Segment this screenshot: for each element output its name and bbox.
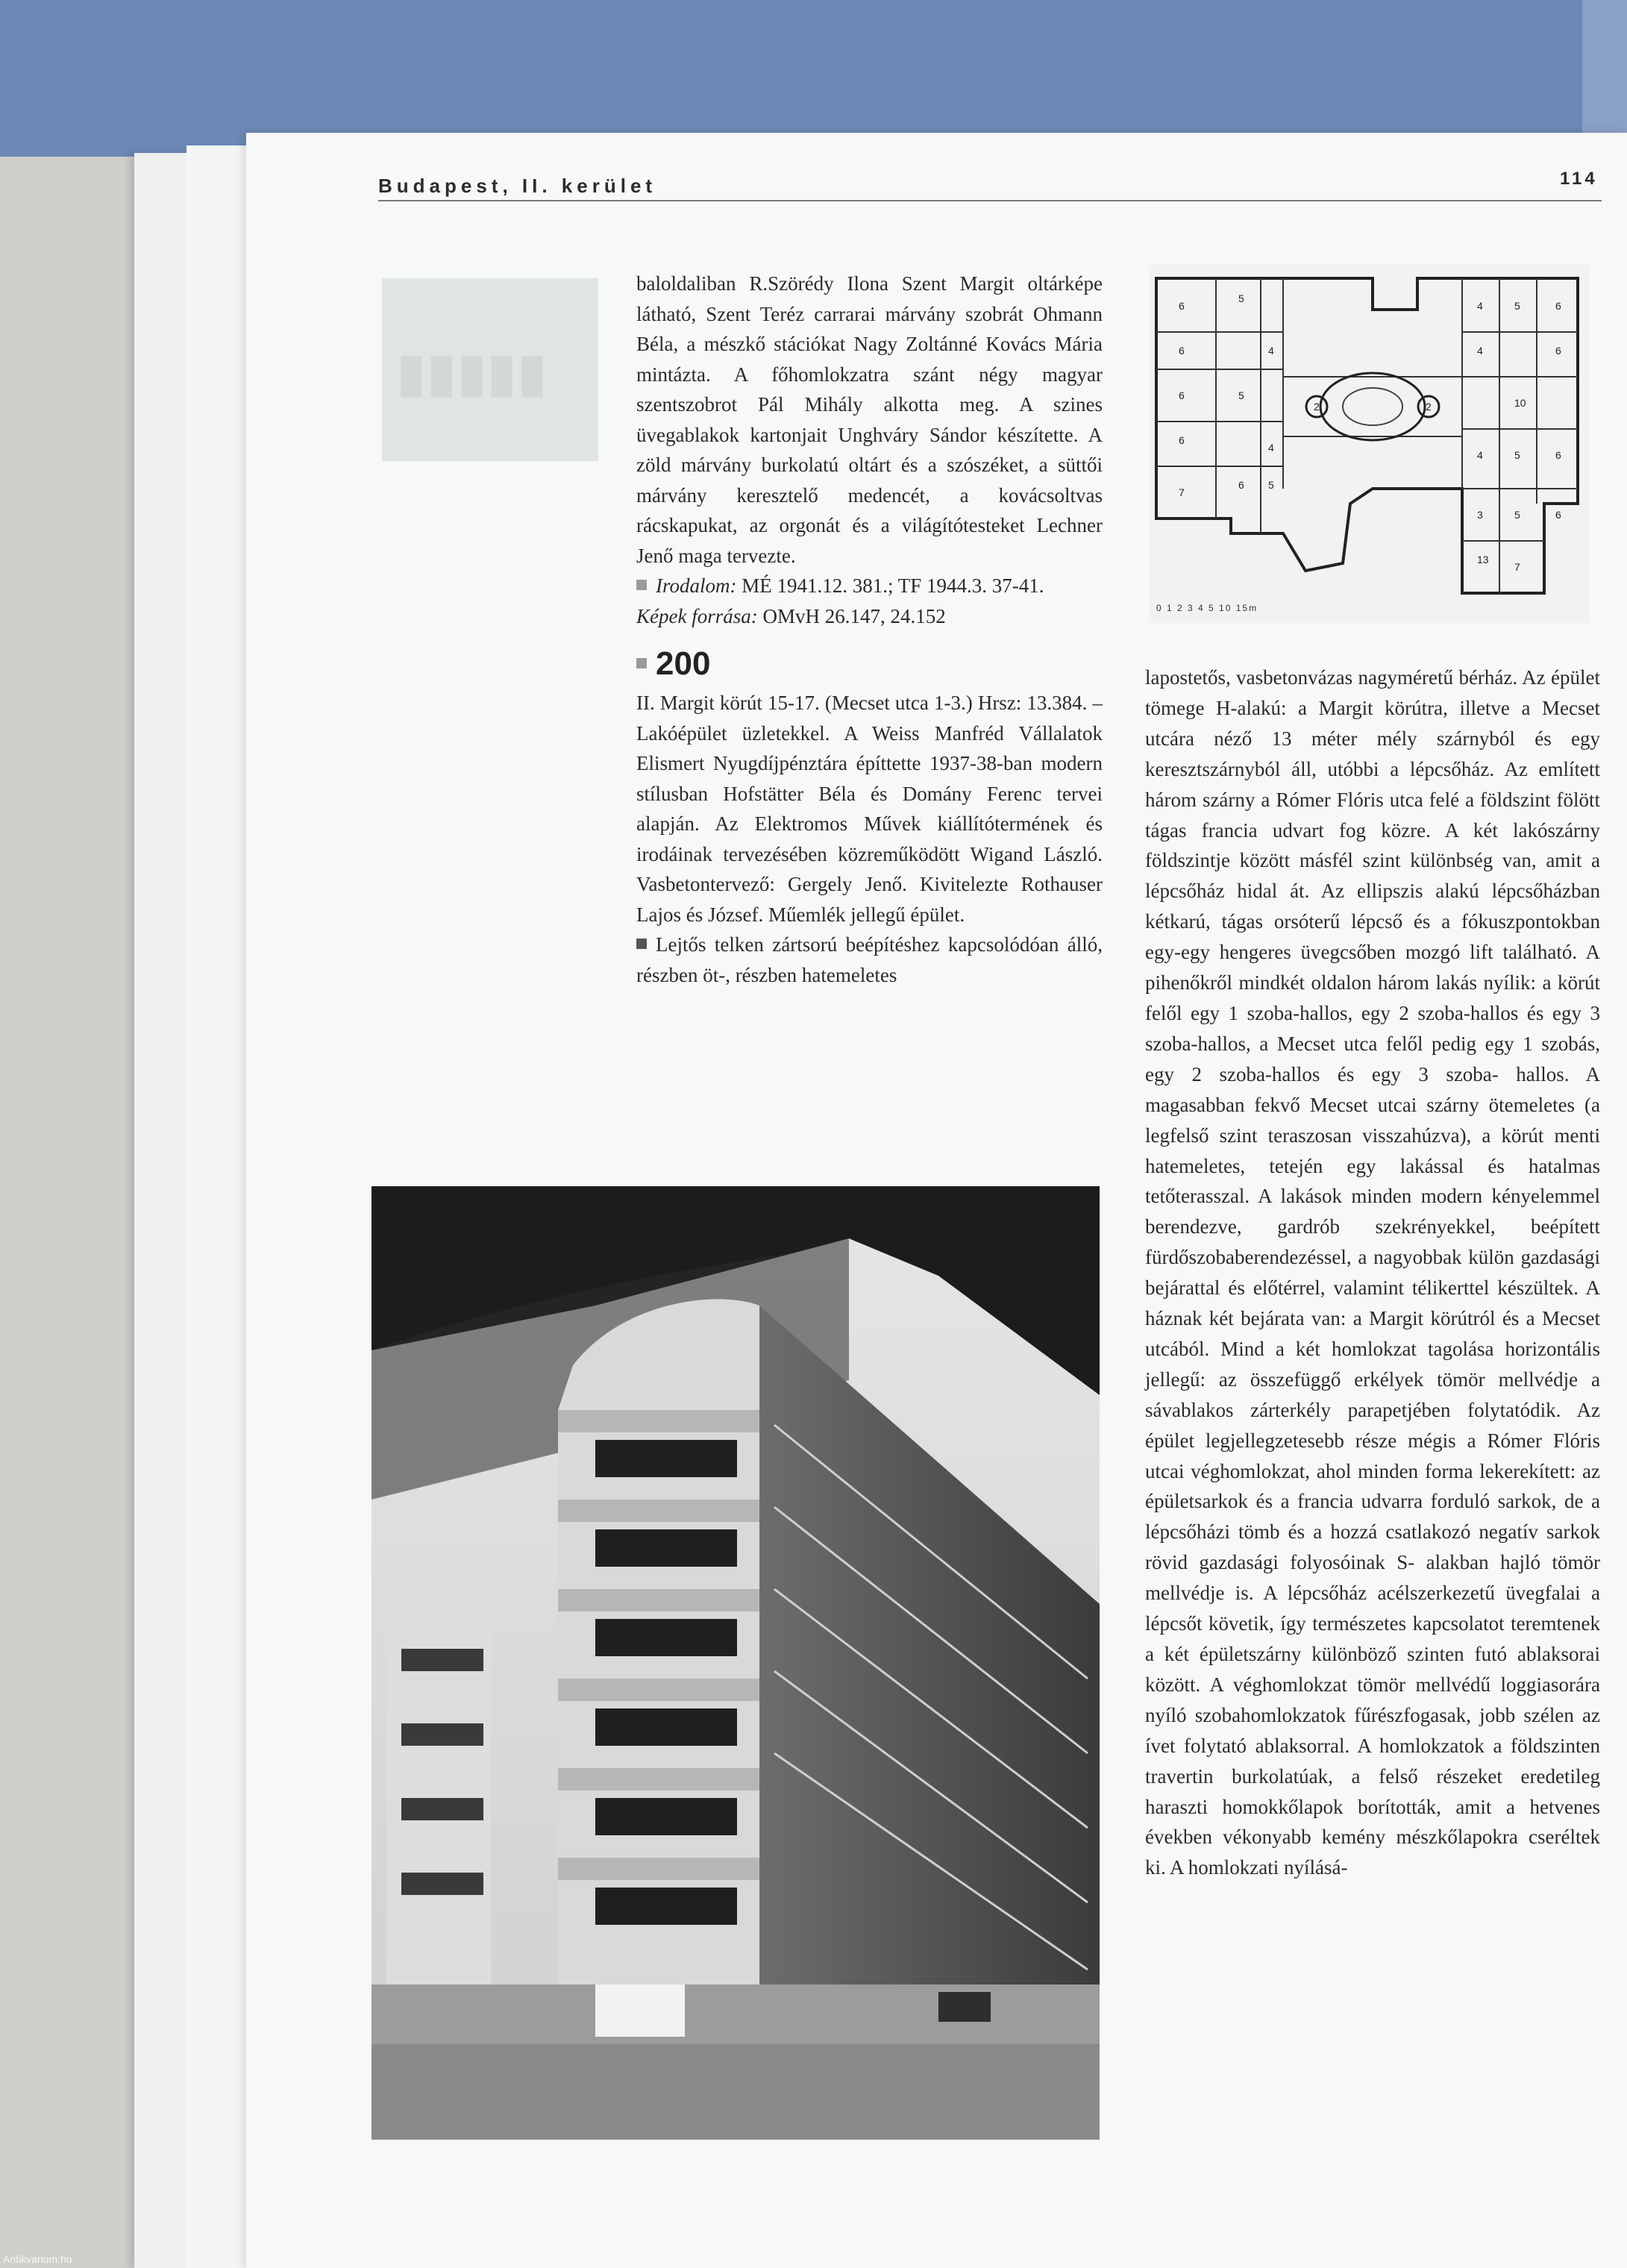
svg-text:5: 5	[1514, 509, 1520, 521]
running-head: Budapest, II. kerület	[378, 175, 657, 197]
svg-text:5: 5	[1238, 389, 1244, 401]
literature-line	[636, 571, 1103, 601]
side-tab-ghost-print: ▮▮▮▮▮	[397, 343, 548, 401]
svg-text:6: 6	[1179, 389, 1185, 401]
svg-text:7: 7	[1179, 486, 1185, 498]
description-start	[636, 930, 1103, 990]
svg-text:10: 10	[1514, 397, 1526, 409]
svg-text:6: 6	[1238, 479, 1244, 491]
svg-text:6: 6	[1555, 345, 1561, 357]
floor-plan	[1149, 265, 1589, 623]
svg-text:2: 2	[1426, 401, 1432, 413]
entry-number: 200	[656, 645, 711, 682]
bullet-square-icon	[636, 939, 647, 949]
svg-text:5: 5	[1514, 449, 1520, 461]
right-text-column	[1145, 662, 1600, 1883]
svg-text:4: 4	[1477, 300, 1483, 312]
right-column-text: lapostetős, vasbetonvázas nagyméretű bérház. Az épület tömege H-alakú: a Margit körútra, illetve a Mecset utcára néző 13 méter mély szárnyból és egy keresztszárnyból áll, utóbbi a lépcsőház. Az említett három szárny a Rómer Flóris utca felé a földszint fölött tágas francia udvart fog közre. A két lakószárny földszintje között másfél szint különbség van, amit a lépcsőház hidal át. Az ellipszis alakú lépcsőházban kétkarú, tágas orsóterű lépcső és a fókuszpontokban egy-egy hengeres üvegcsőben mozgó lift található. A pihenőkről mindkét oldalon három lakás nyílik: a körút felől egy 1 szoba-hallos, egy 2 szoba-hallos és egy 3 szoba-hallos, a Mecset utca felől pedig egy 1 szobás, egy 2 szoba-hallos és egy 3 szoba- hallos. A magasabban fekvő Mecset utcai szárny ötemeletes (a legfelső szint teraszosan visszahúzva), a körút menti hatemeletes, tetején egy lakással és hatalmas tetőterasszal. A lakások minden modern kényelemmel berendezve, gardrób szekrényekkel, beépített fürdőszobaberendezéssel, a nagyobbak külön gazdasági bejárattal és előtérrel, valamint télikerttel készültek. A háznak két bejárata van: a Margit körútról és a Mecset utcából. Mind a két homlokzat tagolása horizontális jellegű: az összefüggő erkélyek tömör mellvédje a sávablakos zárterkély parapetjében folytatódik. Az épület legjellegzetesebb része mégis a Rómer Flóris utcai véghomlokzat, ahol minden forma lekerekített: az épületsarkok és a francia udvarra forduló sarkok, de a lépcsőházi tömb és a hozzá csatlakozó negatív sarkok rövid gazdasági folyosóinak S- alakban hajló tömör mellvédje is. A lépcsőház acélszerkezetű üvegfalai a lépcsőt követik, így természetes kapcsolatot teremtenek a két épületszárny különböző szinten futó ablaksorai között. A véghomlokzat tömör mellvédű loggiasorára nyíló szobahomlokzatok fűrészfogasak, jobb szélen az ívet folytató ablaksorral. A homlokzatok a földszinten travertin burkolatúak, a felső részeket eredetileg haraszti homokkőlapok borították, amit a hetvenes években vékonyabb kemény mészkőlapokra cseréltek ki. A homlokzati nyílásá-	[1145, 666, 1600, 1879]
page-number: 114	[1560, 169, 1598, 189]
svg-text:5: 5	[1514, 300, 1520, 312]
bullet-square-icon	[636, 658, 647, 668]
svg-text:5: 5	[1238, 292, 1244, 304]
svg-text:6: 6	[1555, 300, 1561, 312]
entry-number-heading	[636, 645, 1103, 682]
image-source-text: OMvH 26.147, 24.152	[762, 604, 946, 627]
svg-text:6: 6	[1179, 345, 1185, 357]
svg-text:5: 5	[1268, 479, 1274, 491]
svg-text:6: 6	[1179, 434, 1185, 446]
description-start-text: Lejtős telken zártsorú beépítéshez kapcsolódóan álló, részben öt-, részben hatemeletes	[636, 933, 1103, 986]
image-source-line	[636, 601, 1103, 632]
svg-text:4: 4	[1477, 449, 1483, 461]
svg-text:4: 4	[1268, 442, 1274, 454]
svg-text:2: 2	[1314, 401, 1320, 413]
header-rule	[378, 200, 1602, 201]
image-source-label: Képek forrása:	[636, 604, 758, 627]
bullet-square-icon	[636, 580, 647, 590]
building-photo	[372, 1186, 1100, 2140]
svg-text:6: 6	[1555, 449, 1561, 461]
svg-text:6: 6	[1555, 509, 1561, 521]
left-text-column	[636, 269, 1103, 990]
svg-text:3: 3	[1477, 509, 1483, 521]
side-tab-box	[382, 278, 598, 461]
literature-label: Irodalom:	[656, 574, 737, 597]
entry-text: II. Margit körút 15-17. (Mecset utca 1-3.) Hrsz: 13.384. – Lakóépület üzletekkel. A Weiss Manfréd Vállalatok Elismert Nyugdíjpénztára építtette 1937-38-ban modern stílusban Hofstätter Béla és Domány Ferenc tervei alapján. Az Elektromos Művek kiállítótermének és irodáinak tervezésében közreműködött Wigand László. Vasbetontervező: Gergely Jenő. Kivitelezte Rothauser Lajos és József. Műemlék jellegű épület.	[636, 692, 1103, 926]
floor-plan-drawing	[1149, 265, 1589, 623]
paragraph-continued: baloldaliban R.Szörédy Ilona Szent Margit oltárképe látható, Szent Teréz carrarai márvány szobrát Ohmann Béla, a mészkő stációkat Nagy Zoltánné Kovács Mária mintázta. A főhomlokzatra szánt négy magyar szentszobrot Pál Mihály alkotta meg. A szines üvegablakok kartonjait Unghváry Sándor készítette. A zöld márvány burkolatú oltárt és a szószéket, a süttői márvány keresztelő medencét, a kovácsoltvas rácskapukat, az orgonát és a világítótesteket Lechner Jenő maga tervezte.	[636, 272, 1103, 567]
plan-scale-label: 0 1 2 3 4 5 10 15m	[1156, 603, 1258, 613]
svg-text:4: 4	[1477, 345, 1483, 357]
literature-text: MÉ 1941.12. 381.; TF 1944.3. 37-41.	[742, 574, 1044, 597]
svg-text:13: 13	[1477, 554, 1489, 566]
svg-text:7: 7	[1514, 561, 1520, 573]
svg-text:6: 6	[1179, 300, 1185, 312]
building-photo-illustration	[372, 1186, 1100, 2140]
svg-text:4: 4	[1268, 345, 1274, 357]
watermark: Antikvarium.hu	[3, 2253, 72, 2265]
